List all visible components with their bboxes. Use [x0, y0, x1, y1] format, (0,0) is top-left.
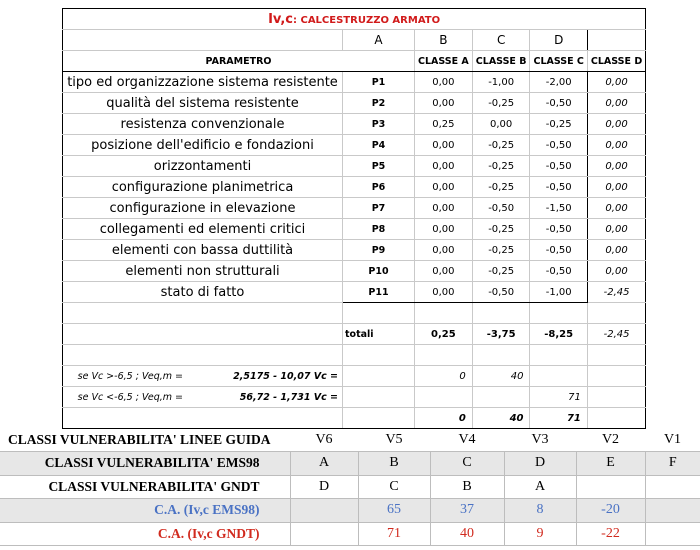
final-row: [63, 408, 646, 429]
gndt-label: CLASSI VULNERABILITA' GNDT: [0, 475, 290, 499]
gndt-blank-1: [576, 475, 645, 499]
vulnerability-spreadsheet: [62, 8, 646, 429]
parameter-name: elementi con bassa duttilità: [63, 240, 343, 261]
ems98-e: E: [576, 452, 645, 476]
parameter-row: [63, 198, 646, 219]
linee-guida-v6: V6: [290, 428, 358, 452]
parameter-row: [63, 240, 646, 261]
ems98-row: [0, 452, 700, 476]
spacer-row: [63, 303, 646, 324]
condition-row-1: [63, 366, 646, 387]
classe-d-value: 0,00: [587, 198, 645, 219]
totals-row: [63, 324, 646, 345]
condition-2-text: se Vc <-6,5 ; Veq,m =: [77, 391, 183, 403]
classe-a-value: 0,00: [415, 282, 473, 303]
ems98-c: C: [430, 452, 504, 476]
parameter-code: P10: [343, 261, 415, 282]
ca-ems98-value-v3: 8: [504, 499, 576, 523]
parameter-code: P7: [343, 198, 415, 219]
classe-b-value: -0,25: [472, 156, 530, 177]
linee-guida-row: [0, 428, 700, 452]
condition-1-value-b: 40: [472, 366, 530, 387]
classe-c-value: -1,50: [530, 198, 587, 219]
parameter-code: P8: [343, 219, 415, 240]
ems98-d: D: [504, 452, 576, 476]
total-b: -3,75: [472, 324, 530, 345]
spreadsheet-body: [63, 9, 646, 429]
classe-d-value: 0,00: [587, 177, 645, 198]
classe-c-value: -0,50: [530, 240, 587, 261]
classe-a-value: 0,00: [415, 72, 473, 93]
ca-gndt-value-v5: 71: [358, 522, 430, 546]
classe-d-value: -2,45: [587, 282, 645, 303]
title-main: Iv,c: [268, 11, 293, 27]
linee-guida-v4: V4: [430, 428, 504, 452]
title-row: [63, 9, 646, 30]
linee-guida-v3: V3: [504, 428, 576, 452]
classe-a-value: 0,00: [415, 219, 473, 240]
parameter-code: P5: [343, 156, 415, 177]
parameter-row: [63, 261, 646, 282]
ca-ems98-row: [0, 499, 700, 523]
gndt-row: [0, 475, 700, 499]
parameter-code: P9: [343, 240, 415, 261]
title-sub: : CALCESTRUZZO ARMATO: [293, 14, 441, 26]
classe-b-value: -0,25: [472, 135, 530, 156]
condition-2-value-c: 71: [530, 387, 587, 408]
gndt-d: D: [290, 475, 358, 499]
classe-c-value: -0,50: [530, 93, 587, 114]
classe-d-value: 0,00: [587, 135, 645, 156]
parameter-name: configurazione planimetrica: [63, 177, 343, 198]
gndt-blank-2: [645, 475, 700, 499]
classe-a-value: 0,00: [415, 156, 473, 177]
classe-b-value: -0,25: [472, 177, 530, 198]
parameter-name: configurazione in elevazione: [63, 198, 343, 219]
parameter-row: [63, 93, 646, 114]
classe-c-value: -0,25: [530, 114, 587, 135]
parameter-code: P1: [343, 72, 415, 93]
totals-label: totali: [343, 324, 415, 345]
linee-guida-label: CLASSI VULNERABILITA' LINEE GUIDA: [0, 428, 290, 452]
ems98-label: CLASSI VULNERABILITA' EMS98: [0, 452, 290, 476]
classe-b-value: -0,50: [472, 282, 530, 303]
classes-body: [0, 428, 700, 546]
classe-b-value: -0,25: [472, 219, 530, 240]
classe-d-value: 0,00: [587, 114, 645, 135]
parameter-row: [63, 135, 646, 156]
classe-d-value: 0,00: [587, 219, 645, 240]
col-letter-b: B: [415, 30, 473, 51]
condition-2-formula: 56,72 - 1,731 Vc =: [239, 391, 338, 403]
parameter-name: tipo ed organizzazione sistema resistente: [63, 72, 343, 93]
linee-guida-v5: V5: [358, 428, 430, 452]
ems98-b: B: [358, 452, 430, 476]
parameter-row: [63, 219, 646, 240]
header-classe-b: CLASSE B: [472, 51, 530, 72]
parameter-name: resistenza convenzionale: [63, 114, 343, 135]
parameter-code: P11: [343, 282, 415, 303]
ca-gndt-value-v3: 9: [504, 522, 576, 546]
parameter-code: P6: [343, 177, 415, 198]
ca-ems98-value-v5: 65: [358, 499, 430, 523]
gndt-a: A: [504, 475, 576, 499]
final-value-a: 0: [415, 408, 473, 429]
classe-b-value: -1,00: [472, 72, 530, 93]
col-letter-d: D: [530, 30, 587, 51]
parameter-name: qualità del sistema resistente: [63, 93, 343, 114]
ca-ems98-label: C.A. (Iv,c EMS98): [0, 499, 290, 523]
classe-c-value: -0,50: [530, 135, 587, 156]
condition-1-formula: 2,5175 - 10,07 Vc =: [233, 370, 338, 382]
header-row: [63, 51, 646, 72]
spacer-row: [63, 345, 646, 366]
linee-guida-v1: V1: [645, 428, 700, 452]
header-classe-a: CLASSE A: [415, 51, 473, 72]
column-letters-row: [63, 30, 646, 51]
classe-b-value: 0,00: [472, 114, 530, 135]
classe-a-value: 0,00: [415, 240, 473, 261]
classe-a-value: 0,00: [415, 177, 473, 198]
header-classe-c: CLASSE C: [530, 51, 587, 72]
ca-gndt-value-v2: -22: [576, 522, 645, 546]
ca-gndt-value-v6: [290, 522, 358, 546]
classe-d-value: 0,00: [587, 156, 645, 177]
parameter-row: [63, 282, 646, 303]
final-value-b: 40: [472, 408, 530, 429]
vulnerability-classes-table: [0, 428, 700, 546]
parameter-row: [63, 72, 646, 93]
classe-c-value: -0,50: [530, 177, 587, 198]
header-classe-d: CLASSE D: [587, 51, 645, 72]
linee-guida-v2: V2: [576, 428, 645, 452]
classe-d-value: 0,00: [587, 240, 645, 261]
ca-ems98-value-v2: -20: [576, 499, 645, 523]
classe-b-value: -0,50: [472, 198, 530, 219]
ca-gndt-label: C.A. (Iv,c GNDT): [0, 522, 290, 546]
col-letter-a: A: [343, 30, 415, 51]
parameter-row: [63, 114, 646, 135]
classe-c-value: -2,00: [530, 72, 587, 93]
classe-d-value: 0,00: [587, 72, 645, 93]
ca-gndt-value-v4: 40: [430, 522, 504, 546]
classe-c-value: -0,50: [530, 156, 587, 177]
parameter-code: P2: [343, 93, 415, 114]
classe-a-value: 0,00: [415, 198, 473, 219]
classe-c-value: -0,50: [530, 261, 587, 282]
parameter-row: [63, 177, 646, 198]
parameter-name: orizzontamenti: [63, 156, 343, 177]
parameter-row: [63, 156, 646, 177]
classe-b-value: -0,25: [472, 261, 530, 282]
sheet-title: [63, 9, 646, 30]
ca-ems98-value-v1: [645, 499, 700, 523]
condition-row-2: [63, 387, 646, 408]
parameter-code: P3: [343, 114, 415, 135]
total-c: -8,25: [530, 324, 587, 345]
condition-1-text: se Vc >-6,5 ; Veq,m =: [77, 370, 183, 382]
parameter-code: P4: [343, 135, 415, 156]
ems98-f: F: [645, 452, 700, 476]
parameter-name: posizione dell'edificio e fondazioni: [63, 135, 343, 156]
classe-b-value: -0,25: [472, 93, 530, 114]
classe-d-value: 0,00: [587, 261, 645, 282]
classe-a-value: 0,00: [415, 261, 473, 282]
classe-a-value: 0,25: [415, 114, 473, 135]
parameter-name: stato di fatto: [63, 282, 343, 303]
classe-c-value: -0,50: [530, 219, 587, 240]
ems98-a: A: [290, 452, 358, 476]
classe-b-value: -0,25: [472, 240, 530, 261]
total-a: 0,25: [415, 324, 473, 345]
gndt-b: B: [430, 475, 504, 499]
total-d: -2,45: [587, 324, 645, 345]
parameter-name: collegamenti ed elementi critici: [63, 219, 343, 240]
gndt-c: C: [358, 475, 430, 499]
ca-gndt-value-v1: [645, 522, 700, 546]
classe-a-value: 0,00: [415, 93, 473, 114]
header-parametro: PARAMETRO: [63, 51, 415, 72]
condition-1-value-a: 0: [415, 366, 473, 387]
classe-a-value: 0,00: [415, 135, 473, 156]
ca-ems98-value-v6: [290, 499, 358, 523]
ca-gndt-row: [0, 522, 700, 546]
col-letter-c: C: [472, 30, 530, 51]
parameter-name: elementi non strutturali: [63, 261, 343, 282]
final-value-c: 71: [530, 408, 587, 429]
classe-d-value: 0,00: [587, 93, 645, 114]
ca-ems98-value-v4: 37: [430, 499, 504, 523]
classe-c-value: -1,00: [530, 282, 587, 303]
